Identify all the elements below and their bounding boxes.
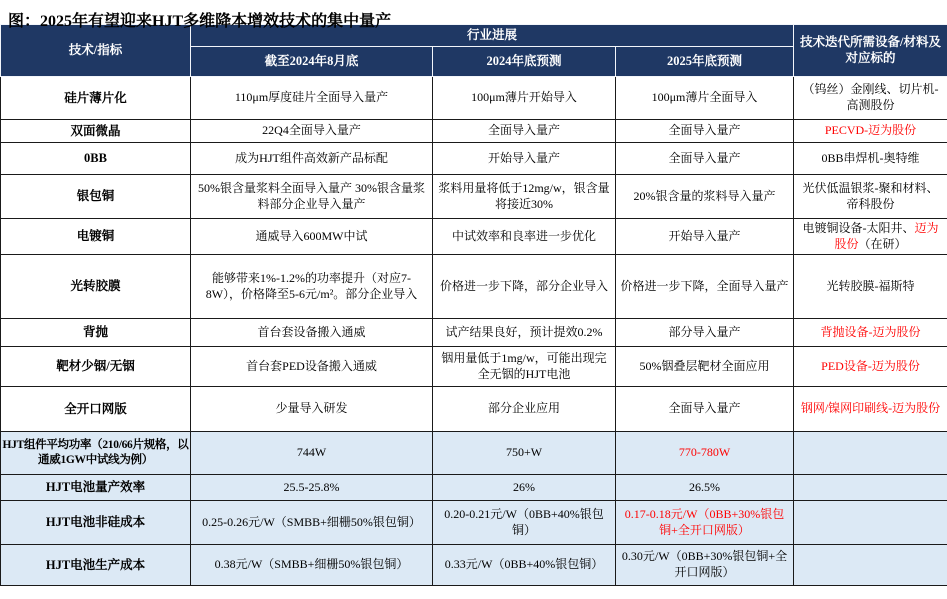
tech-label-cell: HJT组件平均功率（210/66片规格，以通威1GW中试线为例）	[1, 432, 191, 475]
progress-2024e-cell: 试产结果良好，预计提效0.2%	[433, 319, 616, 347]
table-row	[1, 175, 947, 219]
progress-aug2024-cell: 成为HJT组件高效新产品标配	[191, 143, 433, 175]
table-row	[1, 387, 947, 432]
progress-2024e-cell: 全面导入量产	[433, 120, 616, 143]
progress-aug2024-cell: 少量导入研发	[191, 387, 433, 432]
progress-2024e-cell: 26%	[433, 475, 616, 501]
progress-2025e-cell: 开始导入量产	[616, 219, 794, 255]
progress-2024e-cell: 中试效率和良率进一步优化	[433, 219, 616, 255]
tech-label-cell: HJT电池量产效率	[1, 475, 191, 501]
equipment-cell	[794, 545, 947, 586]
header-forecast-2025: 2025年底预测	[616, 47, 794, 77]
equipment-note: （在研）	[858, 236, 907, 251]
tech-label-cell: 靶材少铟/无铟	[1, 347, 191, 387]
progress-2025e-cell: 20%银含量的浆料导入量产	[616, 175, 794, 219]
progress-aug2024-cell: 首台套PED设备搬入通威	[191, 347, 433, 387]
tech-label-cell: 全开口网版	[1, 387, 191, 432]
equipment-cell	[794, 432, 947, 475]
equipment-cell: 钢网/镍网印刷线-迈为股份	[794, 387, 947, 432]
equipment-cell	[794, 219, 947, 255]
progress-2025e-cell: 26.5%	[616, 475, 794, 501]
table-row	[1, 347, 947, 387]
tech-label-cell: 背抛	[1, 319, 191, 347]
hjt-technology-table	[0, 24, 947, 586]
tech-label-cell: HJT电池非硅成本	[1, 501, 191, 545]
header-as-of-aug-2024: 截至2024年8月底	[191, 47, 433, 77]
tech-label-cell: HJT电池生产成本	[1, 545, 191, 586]
progress-aug2024-cell: 25.5-25.8%	[191, 475, 433, 501]
progress-aug2024-cell: 744W	[191, 432, 433, 475]
tech-label-cell: 光转胶膜	[1, 255, 191, 319]
header-equipment-targets: 技术迭代所需设备/材料及对应标的	[794, 25, 947, 77]
equipment-cell	[794, 475, 947, 501]
table-header	[1, 25, 947, 77]
header-forecast-2024: 2024年底预测	[433, 47, 616, 77]
progress-2025e-cell: 部分导入量产	[616, 319, 794, 347]
header-industry-progress: 行业进展	[191, 25, 794, 47]
equipment-cell: 背抛设备-迈为股份	[794, 319, 947, 347]
table-row	[1, 501, 947, 545]
progress-aug2024-cell: 能够带来1%-1.2%的功率提升（对应7-8W），价格降至5-6元/m²。部分企业导入	[191, 255, 433, 319]
table-row	[1, 120, 947, 143]
equipment-cell: 光转胶膜-福斯特	[794, 255, 947, 319]
equipment-cell: PED设备-迈为股份	[794, 347, 947, 387]
equipment-cell: （钨丝）金刚线、切片机-高测股份	[794, 77, 947, 120]
progress-2024e-cell: 部分企业应用	[433, 387, 616, 432]
progress-2024e-cell: 铟用量低于1mg/w，可能出现完全无铟的HJT电池	[433, 347, 616, 387]
progress-2024e-cell: 浆料用量将低于12mg/w，银含量将接近30%	[433, 175, 616, 219]
tech-label-cell: 电镀铜	[1, 219, 191, 255]
table-row	[1, 77, 947, 120]
progress-2024e-cell: 100μm薄片开始导入	[433, 77, 616, 120]
tech-label-cell: 银包铜	[1, 175, 191, 219]
progress-aug2024-cell: 首台套设备搬入通威	[191, 319, 433, 347]
progress-2024e-cell: 750+W	[433, 432, 616, 475]
equipment-cell	[794, 501, 947, 545]
tech-label-cell: 硅片薄片化	[1, 77, 191, 120]
progress-2024e-cell: 开始导入量产	[433, 143, 616, 175]
equipment-cell: 0BB串焊机-奥特维	[794, 143, 947, 175]
progress-2025e-cell: 全面导入量产	[616, 387, 794, 432]
progress-2025e-cell: 价格进一步下降，全面导入量产	[616, 255, 794, 319]
table-row	[1, 219, 947, 255]
progress-2025e-cell: 全面导入量产	[616, 120, 794, 143]
table-row	[1, 143, 947, 175]
progress-aug2024-cell: 110μm厚度硅片全面导入量产	[191, 77, 433, 120]
tech-label-cell: 0BB	[1, 143, 191, 175]
progress-aug2024-cell: 0.38元/W（SMBB+细栅50%银包铜）	[191, 545, 433, 586]
progress-2025e-cell: 50%铟叠层靶材全面应用	[616, 347, 794, 387]
tech-label-cell: 双面微晶	[1, 120, 191, 143]
progress-2025e-cell: 0.30元/W（0BB+30%银包铜+全开口网版）	[616, 545, 794, 586]
equipment-text: 电镀铜设备-太阳井、	[802, 220, 915, 235]
table-row	[1, 255, 947, 319]
progress-aug2024-cell: 50%银含量浆料全面导入量产 30%银含量浆料部分企业导入量产	[191, 175, 433, 219]
page-title: 图：2025年有望迎来HJT多维降本增效技术的集中量产	[8, 13, 392, 30]
equipment-cell: 光伏低温银浆-聚和材料、帝科股份	[794, 175, 947, 219]
table-row	[1, 545, 947, 586]
progress-2025e-cell: 全面导入量产	[616, 143, 794, 175]
table-row	[1, 319, 947, 347]
table-row	[1, 432, 947, 475]
progress-2024e-cell: 0.33元/W（0BB+40%银包铜）	[433, 545, 616, 586]
progress-2025e-cell: 770-780W	[616, 432, 794, 475]
header-tech-indicator: 技术/指标	[1, 25, 191, 77]
progress-2025e-cell: 0.17-0.18元/W（0BB+30%银包铜+全开口网版）	[616, 501, 794, 545]
progress-aug2024-cell: 0.25-0.26元/W（SMBB+细栅50%银包铜）	[191, 501, 433, 545]
equipment-cell: PECVD-迈为股份	[794, 120, 947, 143]
equipment-ticker-red: 迈为股份	[834, 220, 939, 251]
progress-2024e-cell: 0.20-0.21元/W（0BB+40%银包铜）	[433, 501, 616, 545]
progress-aug2024-cell: 22Q4全面导入量产	[191, 120, 433, 143]
progress-2024e-cell: 价格进一步下降，部分企业导入	[433, 255, 616, 319]
progress-2025e-cell: 100μm薄片全面导入	[616, 77, 794, 120]
progress-aug2024-cell: 通威导入600MW中试	[191, 219, 433, 255]
table-row	[1, 475, 947, 501]
